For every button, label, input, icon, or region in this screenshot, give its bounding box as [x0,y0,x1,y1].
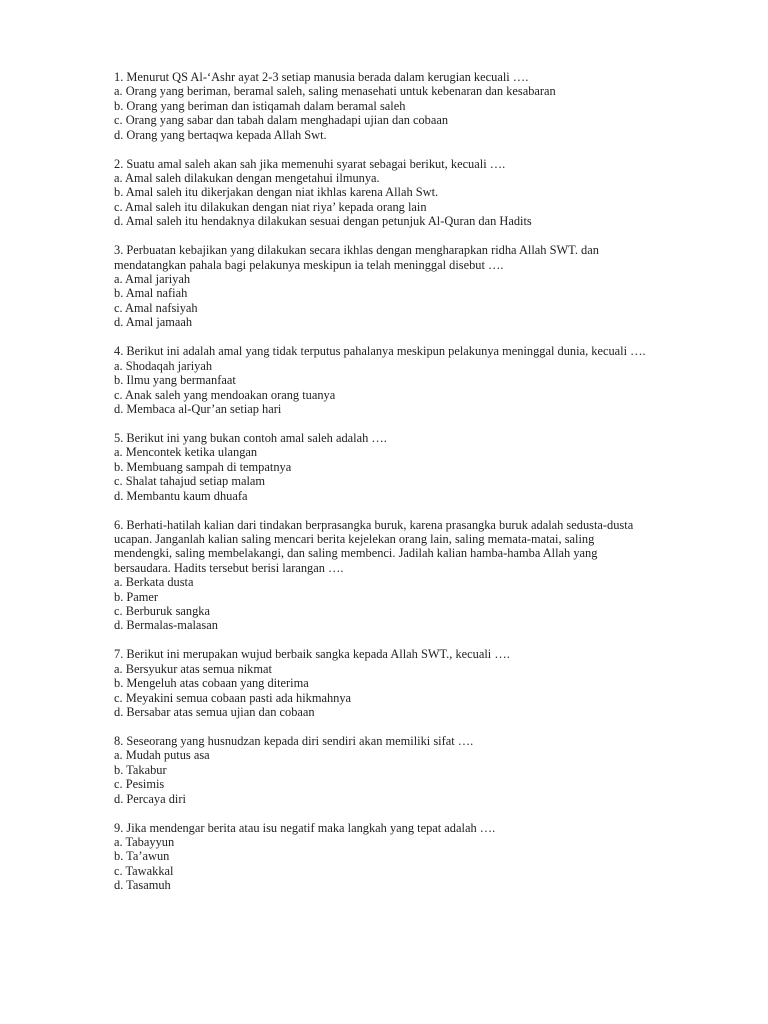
question-number: 1. [114,70,124,84]
question-text [114,157,654,171]
option-b: b. Mengeluh atas cobaan yang diterima [114,676,309,691]
question-2 [114,157,654,229]
document-page [114,70,654,907]
option-a: a. Amal saleh dilakukan dengan mengetahui ilmunya. [114,171,380,186]
option-d: d. Bersabar atas semua ujian dan cobaan [114,705,315,719]
option-d: d. Percaya diri [114,791,186,806]
question-text [114,734,654,748]
option-c: c. Berburuk sangka [114,603,210,618]
question-7 [114,647,654,719]
option-c: c. Amal saleh itu dilakukan dengan niat riya’ kepada orang lain [114,199,427,214]
question-number: 9. [114,820,124,835]
option-c: c. Amal nafsiyah [114,300,198,315]
question-text [114,518,654,576]
option-d: d. Orang yang bertaqwa kepada Allah Swt. [114,127,327,142]
option-d: d. Amal saleh itu hendaknya dilakukan sesuai dengan petunjuk Al-Quran dan Hadits [114,214,532,229]
question-text [114,243,654,272]
option-b: b. Orang yang beriman dan istiqamah dalam beramal saleh [114,98,406,113]
question-text [114,70,654,84]
question-text [114,821,654,835]
question-number: 5. [114,430,124,445]
question-number: 4. [114,344,124,359]
option-c: c. Anak saleh yang mendoakan orang tuanya [114,387,336,402]
question-stem: Suatu amal saleh akan sah jika memenuhi syarat sebagai berikut, kecuali …. [126,156,506,171]
option-a: a. Orang yang beriman, beramal saleh, saling menasehati untuk kebenaran dan kesabaran [114,84,556,99]
option-c: c. Orang yang sabar dan tabah dalam menghadapi ujian dan cobaan [114,113,449,128]
option-b: b. Membuang sampah di tempatnya [114,459,292,474]
question-number: 8. [114,734,124,748]
option-d: d. Bermalas-malasan [114,618,218,633]
question-4 [114,344,654,416]
question-8 [114,734,654,806]
question-stem: Berikut ini yang bukan contoh amal saleh adalah …. [126,430,387,445]
question-stem: Menurut QS Al-‘Ashr ayat 2-3 setiap manusia berada dalam kerugian kecuali …. [126,70,529,84]
question-number: 6. [114,517,124,532]
question-text [114,344,654,358]
option-d: d. Amal jamaah [114,315,193,330]
question-6 [114,518,654,633]
question-stem: Perbuatan kebajikan yang dilakukan secara ikhlas dengan mengharapkan ridha Allah SWT. dan mendatangkan pahala bagi pelakunya meskipun ia telah meninggal disebut …. [114,243,599,272]
question-9 [114,821,654,893]
option-a: a. Mudah putus asa [114,748,210,763]
question-number: 2. [114,156,124,171]
option-b: b. Ilmu yang bermanfaat [114,373,236,388]
option-c: c. Tawakkal [114,863,174,878]
question-text [114,647,654,661]
option-d: d. Tasamuh [114,878,171,893]
option-b: b. Amal saleh itu dikerjakan dengan niat ikhlas karena Allah Swt. [114,185,439,200]
question-stem: Seseorang yang husnudzan kepada diri sendiri akan memiliki sifat …. [126,734,474,748]
question-stem: Berhati-hatilah kalian dari tindakan berprasangka buruk, karena prasangka buruk adalah sedusta-dusta ucapan. Janganlah kalian saling mencari berita kejelekan orang lain, saling memata-matai, saling mendengki, saling membelakangi, dan saling membenci. Jadilah kalian hamba-hamba Allah yang bersaudara. Hadits tersebut berisi larangan …. [114,517,634,575]
option-a: a. Shodaqah jariyah [114,358,213,373]
option-b: b. Takabur [114,762,167,777]
option-c: c. Pesimis [114,777,165,792]
question-stem: Berikut ini merupakan wujud berbaik sangka kepada Allah SWT., kecuali …. [126,647,510,662]
option-d: d. Membaca al-Qur’an setiap hari [114,401,282,416]
question-3 [114,243,654,329]
option-b: b. Ta’awun [114,849,170,864]
option-a: a. Bersyukur atas semua nikmat [114,661,272,676]
question-text [114,431,654,445]
question-number: 3. [114,243,124,258]
question-1 [114,70,654,142]
option-c: c. Meyakini semua cobaan pasti ada hikmahnya [114,690,352,705]
option-b: b. Amal nafiah [114,286,188,301]
option-a: a. Mencontek ketika ulangan [114,445,258,460]
option-a: a. Berkata dusta [114,575,194,590]
question-5 [114,431,654,503]
question-stem: Jika mendengar berita atau isu negatif maka langkah yang tepat adalah …. [126,820,496,835]
question-number: 7. [114,647,124,662]
option-a: a. Tabayyun [114,835,175,850]
question-stem: Berikut ini adalah amal yang tidak terputus pahalanya meskipun pelakunya meninggal dunia, kecuali …. [126,344,646,359]
option-a: a. Amal jariyah [114,272,191,287]
option-b: b. Pamer [114,589,159,604]
option-c: c. Shalat tahajud setiap malam [114,474,266,489]
option-d: d. Membantu kaum dhuafa [114,488,248,503]
